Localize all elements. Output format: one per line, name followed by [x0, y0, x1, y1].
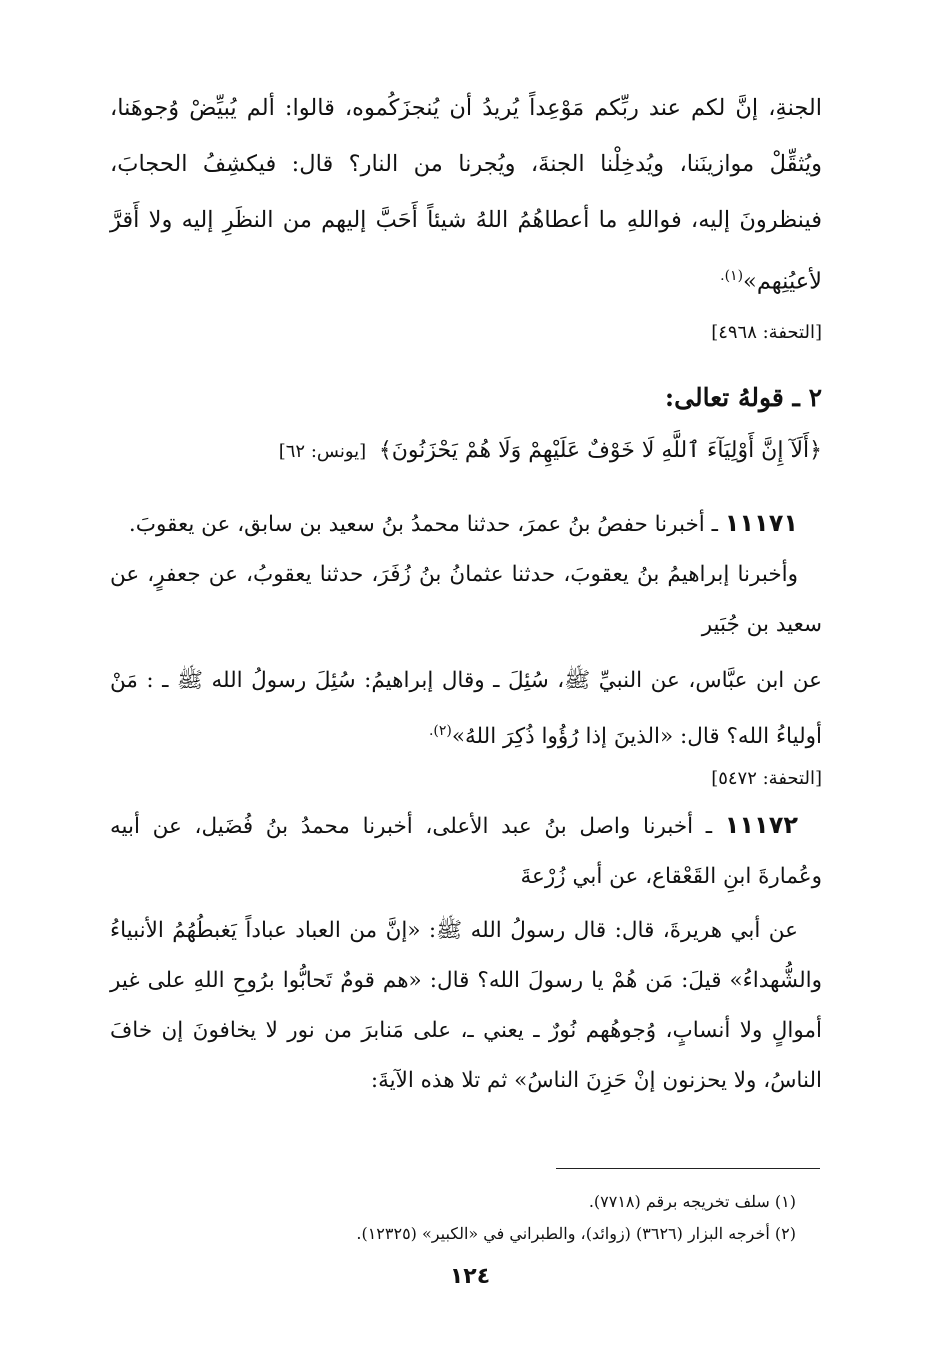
tuhfa-reference-1: [التحفة: ٤٩٦٨]: [711, 321, 822, 343]
hadith-matn: عن ابن عبَّاس، عن النبيِّ ﷺ، سُئِلَ ـ وقال إبراهيمُ: سُئِلَ رسولُ الله ﷺ ـ : مَنْ أولياءُ الله؟ قال: «الذينَ إذا رُؤُوا ذُكِرَ اللهُ»$^{(٢).}$: [110, 667, 822, 749]
hadith-11172: [110, 800, 822, 1106]
quran-verse: [110, 430, 822, 472]
page-body: [110, 80, 822, 1106]
ayah-reference: [يونس: ٦٢]: [278, 440, 367, 462]
hadith-number: ١١١٧١: [724, 508, 798, 537]
page-number: ١٢٤: [449, 1264, 491, 1289]
ayah-text: ﴿أَلَآ إِنَّ أَوْلِيَآءَ ٱللَّهِ لَا خَوْفٌ عَلَيْهِمْ وَلَا هُمْ يَحْزَنُونَ﴾: [378, 437, 822, 463]
hadith-matn: عن أبي هريرةَ، قال: قال رسولُ الله ﷺ: «إنَّ من العباد عباداً يَغبطُهُمُ الأنبياءُ والشُّهداءُ» قيلَ: مَن هُمْ يا رسولَ الله؟ قال: «هم قومٌ تَحابُّوا برُوحِ اللهِ على غير أموالٍ ولا أنسابٍ، وُجوهُهم نُورٌ ـ يعني ـ، على مَنابرَ من نور لا يخافونَ إن خافَ الناسُ، ولا يحزنون إنْ حَزِنَ الناسُ» ثم تلا هذه الآيةَ:: [110, 917, 822, 1093]
hadith-isnad-1: [110, 800, 822, 902]
hadith-isnad-1: [110, 498, 822, 550]
continuation-paragraph: [110, 80, 822, 310]
hadith-isnad-text: ـ أخبرنا حفصُ بنُ عمرَ، حدثنا محمدُ بنُ سعيد بن سابق، عن يعقوبَ.: [128, 511, 718, 537]
footnote-mark-2[interactable]: (٢).: [428, 722, 452, 739]
footnotes: [110, 1186, 796, 1250]
continuation-text: الجنةِ، إنَّ لكم عند ربِّكم مَوْعِداً يُريدُ أن يُنجزَكُموه، قالوا: ألم يُبيِّضْ وُجوهَنا، ويُثقِّلْ موازينَنا، ويُدخِلْنا الجنةَ، ويُجرنا من النار؟ قال: فيكشِفُ الحجابَ، فينظرونَ إليه، فواللهِ ما أعطاهُمُ اللهُ شيئاً أَحَبَّ إليهم من النظَرِ إليه ولا أَقرَّ لأعيُنِهم»: [110, 95, 822, 295]
tuhfa-reference-2: [التحفة: ٥٤٧٢]: [711, 767, 822, 789]
footnote-1: (١) سلف تخريجه برقم (٧٧١٨).: [588, 1192, 796, 1211]
footnote-2: (٢) أخرجه البزار (٣٦٢٦) (زوائد)، والطبراني في «الكبير» (١٢٣٢٥).: [356, 1224, 796, 1243]
footnote-mark-1[interactable]: (١).: [720, 268, 744, 284]
hadith-11171: [110, 498, 822, 792]
hadith-number: ١١١٧٢: [724, 810, 798, 839]
footnote-separator: [556, 1168, 820, 1169]
hadith-isnad-text: ـ أخبرنا واصل بنُ عبد الأعلى، أخبرنا محمدُ بنُ فُضَيل، عن أبيه وعُمارةَ ابنِ القَعْقاع، عن أبي زُرْعةَ: [110, 813, 822, 889]
section-heading: ٢ ـ قولهُ تعالى:: [664, 382, 822, 412]
hadith-isnad-2: وأخبرنا إبراهيمُ بنُ يعقوبَ، حدثنا عثمانُ بنُ زُفَرَ، حدثنا يعقوبُ، عن جعفرٍ، عن سعيد بن جُبَير: [110, 561, 822, 637]
